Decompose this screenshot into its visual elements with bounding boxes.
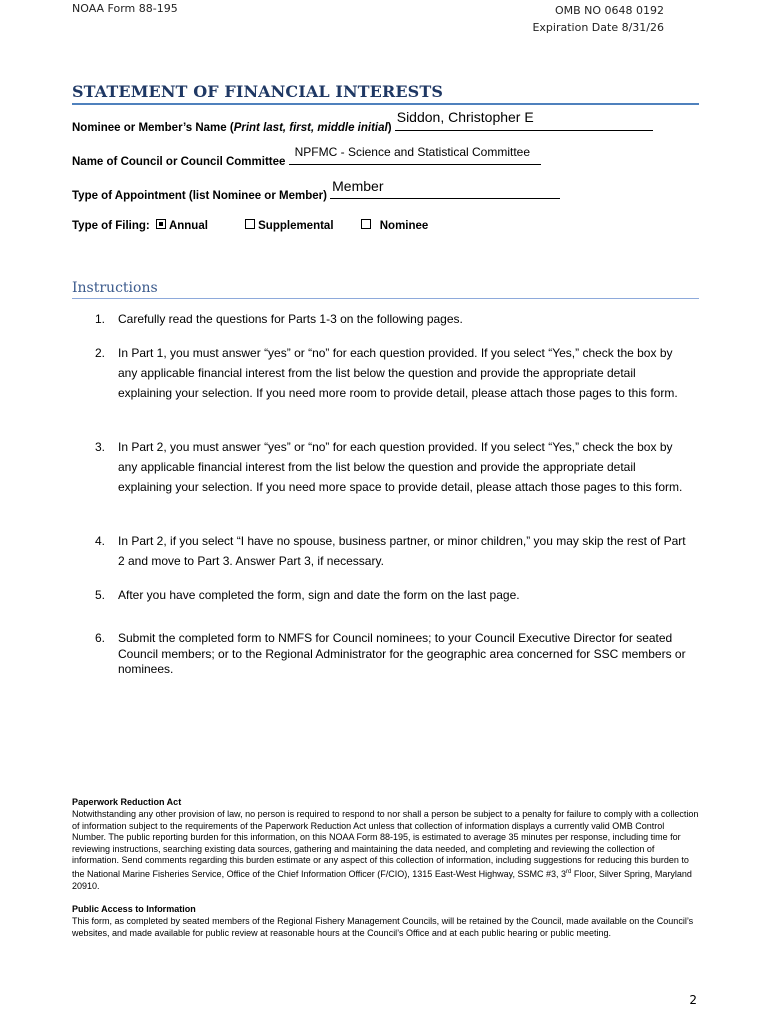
filing-type-label: Type of Filing: bbox=[72, 220, 150, 232]
form-number: NOAA Form 88-195 bbox=[72, 2, 178, 15]
appointment-value: Member bbox=[332, 178, 384, 194]
item-text: Submit the completed form to NMFS for Council nominees; to your Council Executive Director for seated Council members; or to the Regional Administrator for the geographic area concerned for SSC members or nominees. bbox=[118, 631, 686, 676]
item-number: 5. bbox=[95, 588, 106, 602]
filing-type-row bbox=[72, 219, 428, 232]
page-title: STATEMENT OF FINANCIAL INTERESTS bbox=[72, 82, 443, 101]
page-number: 2 bbox=[689, 993, 697, 1007]
paperwork-text: Notwithstanding any other provision of law, no person is required to respond to nor shall a person be subject to a penalty for failure to comply with a collection of information subject to the requirements of the Paperwork Reduction Act unless that collection of information displays a currently valid OMB Control Number. The public reporting burden for this information, on this NOAA Form 88-195, is estimated to average 35 minutes per response, including time for reviewing instructions, searching existing data sources, gathering and maintaining the data needed, and completing and reviewing the collection of information. Send comments regarding this burden estimate or any aspect of this collection of information, including suggestions for reducing this burden to the National Marine Fisheries Service, Office of the Chief Information Officer (F/CIO), 1315 East-West Highway, SSMC #3, 3rd Floor, Silver Spring, Maryland 20910. bbox=[72, 809, 699, 891]
title-divider bbox=[72, 103, 699, 105]
checkbox-icon[interactable] bbox=[361, 219, 371, 229]
filing-option-supplemental[interactable]: Supplemental bbox=[245, 220, 333, 232]
checkbox-icon[interactable] bbox=[245, 219, 255, 229]
filing-option-nominee[interactable]: Nominee bbox=[361, 220, 429, 232]
item-number: 3. bbox=[95, 440, 106, 454]
nominee-name-value: Siddon, Christopher E bbox=[396, 109, 534, 125]
council-row bbox=[72, 145, 541, 168]
item-text: Carefully read the questions for Parts 1-3 on the following pages. bbox=[118, 312, 463, 326]
appointment-field[interactable] bbox=[330, 178, 560, 199]
item-number: 2. bbox=[95, 346, 106, 360]
checkbox-checked-icon[interactable] bbox=[156, 219, 166, 229]
public-access-text: This form, as completed by seated members of the Regional Fishery Management Councils, will be retained by the Council, made available on the Council’s websites, and made available for public review at reasonable hours at the Council’s Office and at each public hearing or public meeting. bbox=[72, 916, 694, 938]
item-text: In Part 2, you must answer “yes” or “no” for each question provided. If you select “Yes,” check the box by any applicable financial interest from the list below the question and provide the appropriate detail explaining your selection. If you need more space to provide detail, please attach those pages to this form. bbox=[118, 440, 683, 494]
item-number: 1. bbox=[95, 312, 106, 326]
omb-number: OMB NO 0648 0192 bbox=[554, 4, 664, 17]
item-text: In Part 2, if you select “I have no spouse, business partner, or minor children,” you may skip the rest of Part 2 and move to Part 3. Answer Part 3, if necessary. bbox=[118, 534, 686, 568]
appointment-label: Type of Appointment (list Nominee or Member) bbox=[72, 190, 327, 202]
nominee-name-label: Nominee or Member’s Name (Print last, first, middle initial) bbox=[72, 122, 392, 134]
omb-info bbox=[532, 2, 664, 36]
item-number: 4. bbox=[95, 534, 106, 548]
council-field[interactable] bbox=[289, 145, 541, 165]
expiration-date: Expiration Date 8/31/26 bbox=[532, 21, 664, 34]
item-text: In Part 1, you must answer “yes” or “no” for each question provided. If you select “Yes,” check the box by any applicable financial interest from the list below the question and provide the appropriate detail explaining your selection. If you need more room to provide detail, please attach those pages to this form. bbox=[118, 346, 678, 400]
item-text: After you have completed the form, sign and date the form on the last page. bbox=[118, 588, 520, 602]
item-number: 6. bbox=[95, 631, 106, 645]
filing-option-annual[interactable]: Annual bbox=[156, 220, 208, 232]
paperwork-heading: Paperwork Reduction Act bbox=[72, 797, 182, 807]
appointment-row bbox=[72, 178, 560, 202]
instructions-heading: Instructions bbox=[72, 280, 158, 296]
council-label: Name of Council or Council Committee bbox=[72, 156, 286, 168]
nominee-name-field[interactable] bbox=[395, 109, 653, 131]
council-value: NPFMC - Science and Statistical Committee bbox=[294, 145, 531, 159]
instructions-divider bbox=[72, 298, 699, 299]
nominee-name-row bbox=[72, 109, 653, 134]
public-access-heading: Public Access to Information bbox=[72, 904, 196, 914]
